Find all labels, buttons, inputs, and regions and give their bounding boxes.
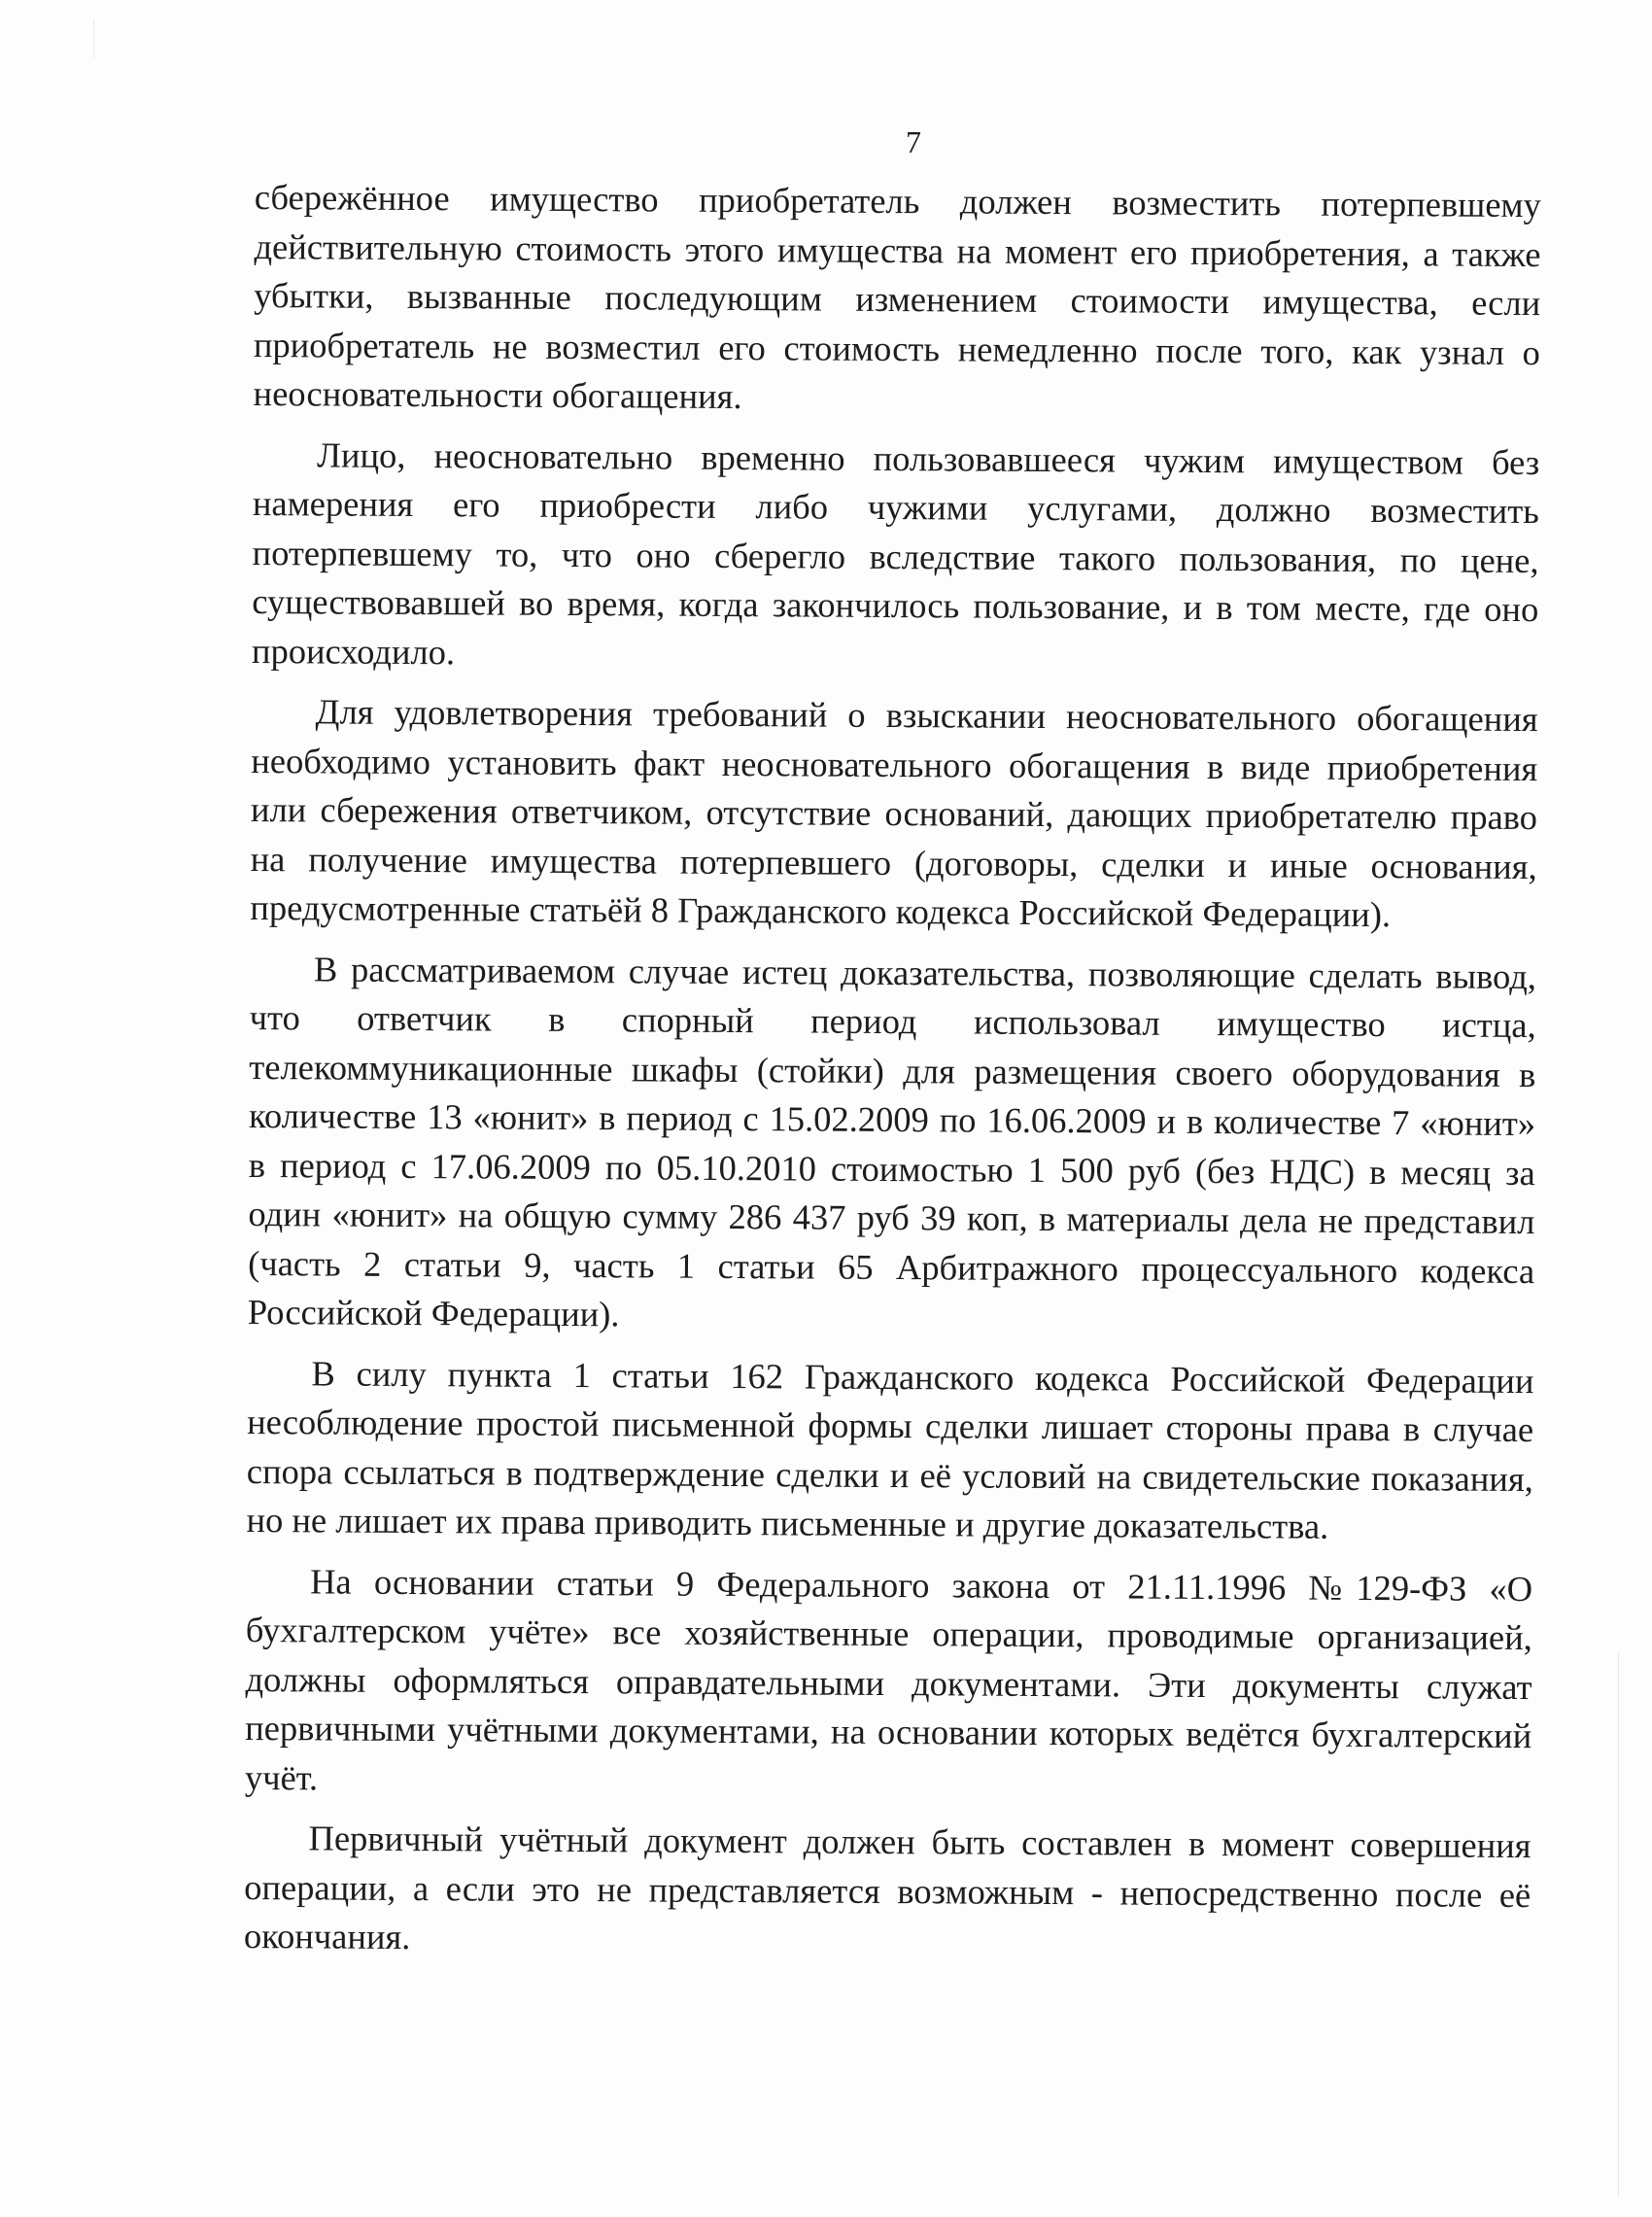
paragraph-case-evidence: В рассматриваемом случае истец доказательства, позволяющие сделать вывод, что ответчик в спорный период использовал имущество истца, телекоммуникационные шкафы (стойки) для размещения своего оборудования в количестве 13 «юнит» в период с 15.02.2009 по 16.06.2009 и в количестве 7 «юнит» в период с 17.06.2009 по 05.10.2010 стоимостью 1 500 руб (без НДС) в месяц за один «юнит» на общую сумму 286 437 руб 39 коп, в материалы дела не представил (часть 2 статьи 9, часть 1 статьи 65 Арбитражного процессуального кодекса Российской Федерации). (247, 948, 1537, 1334)
scan-artifact (1618, 1652, 1619, 2197)
paragraph-requirements: Для удовлетворения требований о взыскании неосновательного обогащения необходимо установить факт неосновательного обогащения в виде приобретения или сбережения ответчиком, отсутствие оснований, дающих приобретателю право на получение имущества потерпевшего (договоры, сделки и иные основания, предусмотренные статьёй 8 Гражданского кодекса Российской Федерации). (250, 691, 1538, 935)
paragraph-continuation: сбережённое имущество приобретатель должен возместить потерпевшему действительную стоимость этого имущества на момент его приобретения, а также убытки, вызванные последующим изменением стоимости имущества, если приобретатель не возместил его стоимость немедленно после того, как узнал о неосновательности обогащения. (253, 176, 1541, 417)
paragraph-written-form: В силу пункта 1 статьи 162 Гражданского кодекса Российской Федерации несоблюдение простой письменной формы сделки лишает стороны права в случае спора ссылаться в подтверждение сделки и её условий на свидетельские показания, но не лишает их права приводить письменные и другие доказательства. (246, 1352, 1534, 1546)
scan-artifact (93, 19, 94, 58)
page-number: 7 (906, 124, 921, 159)
paragraph-accounting-law: На основании статьи 9 Федерального закона от 21.11.1996 №129-ФЗ «О бухгалтерском учёте» все хозяйственные операции, проводимые организацией, должны оформляться оправдательными документами. Эти документы служат первичными учётными документами, на основании которых ведётся бухгалтерский учёт. (244, 1560, 1533, 1797)
paragraph-primary-document: Первичный учётный документ должен быть составлен в момент совершения операции, а если это не представляется возможным - непосредственно после её окончания. (243, 1818, 1532, 1957)
paragraph-temporary-use: Лицо, неосновательно временно пользовавшееся чужим имуществом без намерения его приобрести либо чужими услугами, должно возместить потерпевшему то, что оно сберегло вследствие такого пользования, по цене, существовавшей во время, когда закончилось пользование, и в том месте, где оно происходило. (251, 433, 1540, 672)
document-body (244, 173, 1541, 1981)
